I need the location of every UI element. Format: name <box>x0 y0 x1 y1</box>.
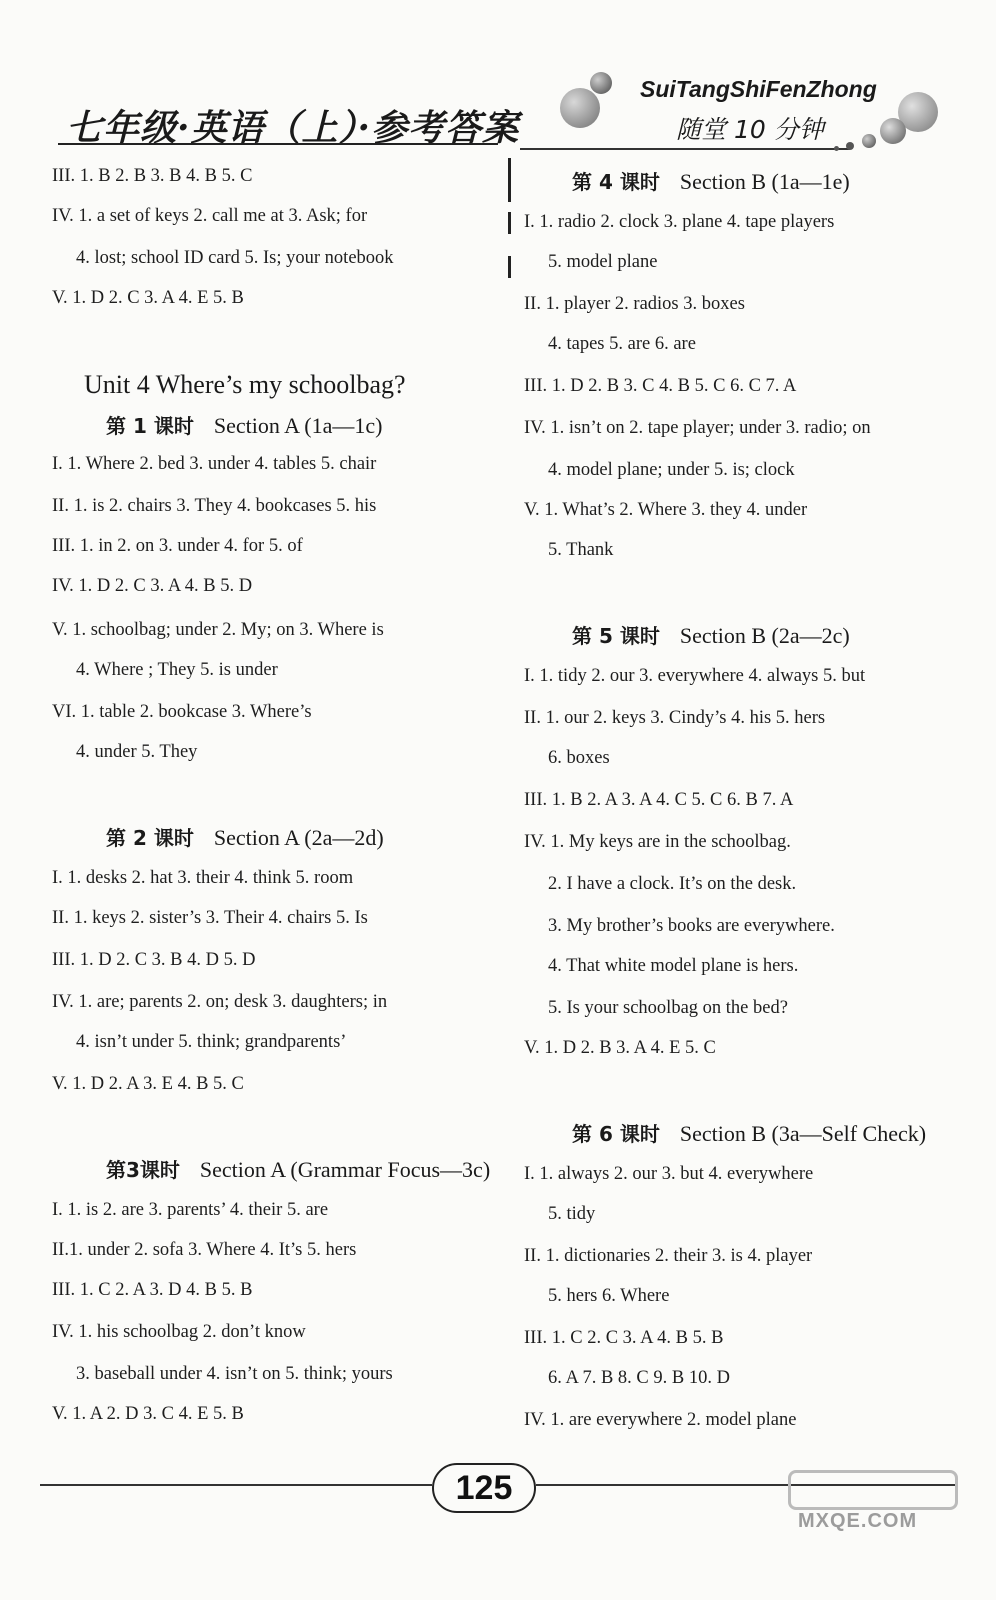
answer-line: V. 1. D 2. B 3. A 4. E 5. C <box>524 1038 716 1058</box>
answer-line: IV. 1. his schoolbag 2. don’t know <box>52 1322 306 1342</box>
lesson-number: 第3课时 <box>106 1158 180 1182</box>
answer-line: I. 1. radio 2. clock 3. plane 4. tape players <box>524 212 835 232</box>
lesson-number: 第 1 课时 <box>106 414 194 438</box>
answer-line: V. 1. schoolbag; under 2. My; on 3. Where is <box>52 620 384 640</box>
answer-line: 6. boxes <box>548 748 610 768</box>
lesson-heading <box>572 168 850 196</box>
footer-rule-left <box>40 1484 432 1486</box>
answer-line: I. 1. always 2. our 3. but 4. everywhere <box>524 1164 814 1184</box>
answer-line: V. 1. D 2. C 3. A 4. E 5. B <box>52 288 244 308</box>
answer-line: 4. under 5. They <box>76 742 198 762</box>
answer-line: I. 1. is 2. are 3. parents’ 4. their 5. are <box>52 1200 329 1220</box>
decor-bubble-icon <box>880 118 906 144</box>
answer-line: VI. 1. table 2. bookcase 3. Where’s <box>52 702 312 722</box>
answer-line: III. 1. D 2. B 3. C 4. B 5. C 6. C 7. A <box>524 376 797 396</box>
answer-line: II.1. under 2. sofa 3. Where 4. It’s 5. hers <box>52 1240 357 1260</box>
answer-line: 2. I have a clock. It’s on the desk. <box>548 874 797 894</box>
answer-line: III. 1. C 2. A 3. D 4. B 5. B <box>52 1280 253 1300</box>
answer-line: 5. Thank <box>548 540 614 560</box>
lesson-section: Section A (2a—2d) <box>213 825 384 850</box>
column-divider <box>508 256 511 278</box>
answer-line: II. 1. is 2. chairs 3. They 4. bookcases 5. his <box>52 496 377 516</box>
answer-line: 5. Is your schoolbag on the bed? <box>548 998 788 1018</box>
answer-line: III. 1. in 2. on 3. under 4. for 5. of <box>52 536 303 556</box>
answer-line: III. 1. B 2. B 3. B 4. B 5. C <box>52 166 253 186</box>
lesson-number: 第 5 课时 <box>572 624 660 648</box>
answer-line: 3. My brother’s books are everywhere. <box>548 916 835 936</box>
answer-line: I. 1. Where 2. bed 3. under 4. tables 5. chair <box>52 454 377 474</box>
answer-line: I. 1. tidy 2. our 3. everywhere 4. always 5. but <box>524 666 866 686</box>
lesson-section: Section A (Grammar Focus—3c) <box>199 1157 491 1182</box>
answer-line: III. 1. B 2. A 3. A 4. C 5. C 6. B 7. A <box>524 790 794 810</box>
lesson-heading <box>106 1156 490 1184</box>
lesson-heading <box>106 412 382 440</box>
lesson-number: 第 6 课时 <box>572 1122 660 1146</box>
answer-line: 3. baseball under 4. isn’t on 5. think; yours <box>76 1364 393 1384</box>
watermark-text: MXQE.COM <box>798 1510 918 1532</box>
brand-chinese: 随堂 10 分钟 <box>676 115 824 144</box>
answer-line: V. 1. What’s 2. Where 3. they 4. under <box>524 500 808 520</box>
answer-line: IV. 1. My keys are in the schoolbag. <box>524 832 791 852</box>
lesson-number: 第 4 课时 <box>572 170 660 194</box>
answer-line: IV. 1. D 2. C 3. A 4. B 5. D <box>52 576 253 596</box>
answer-line: IV. 1. isn’t on 2. tape player; under 3. radio; on <box>524 418 871 438</box>
header-underline-right <box>520 148 850 150</box>
column-divider <box>508 212 511 234</box>
answer-line: 4. Where ; They 5. is under <box>76 660 278 680</box>
lesson-section: Section B (1a—1e) <box>679 169 850 194</box>
lesson-section: Section A (1a—1c) <box>213 413 383 438</box>
answer-line: II. 1. player 2. radios 3. boxes <box>524 294 745 314</box>
unit-heading: Unit 4 Where’s my schoolbag? <box>84 370 406 399</box>
decor-bubble-icon <box>862 134 876 148</box>
lesson-heading <box>572 1120 926 1148</box>
lesson-heading <box>572 622 850 650</box>
answer-line: 5. hers 6. Where <box>548 1286 670 1306</box>
answer-line: IV. 1. are; parents 2. on; desk 3. daughters; in <box>52 992 388 1012</box>
answer-line: 4. tapes 5. are 6. are <box>548 334 696 354</box>
decor-bubble-icon <box>590 72 612 94</box>
answer-line: II. 1. our 2. keys 3. Cindy’s 4. his 5. hers <box>524 708 826 728</box>
decor-bubble-icon <box>560 88 600 128</box>
answer-line: 6. A 7. B 8. C 9. B 10. D <box>548 1368 730 1388</box>
answer-line: III. 1. C 2. C 3. A 4. B 5. B <box>524 1328 724 1348</box>
lesson-section: Section B (2a—2c) <box>679 623 850 648</box>
answer-line: I. 1. desks 2. hat 3. their 4. think 5. room <box>52 868 354 888</box>
answer-line: 4. lost; school ID card 5. Is; your notebook <box>76 248 394 268</box>
brand-pinyin: SuiTangShiFenZhong <box>640 76 877 102</box>
answer-line: II. 1. keys 2. sister’s 3. Their 4. chairs 5. Is <box>52 908 368 928</box>
answer-line: 4. That white model plane is hers. <box>548 956 799 976</box>
decor-bubble-icon <box>834 146 839 151</box>
watermark-logo-icon <box>788 1470 958 1510</box>
answer-line: 4. isn’t under 5. think; grandparents’ <box>76 1032 347 1052</box>
lesson-section: Section B (3a—Self Check) <box>679 1121 927 1146</box>
answer-line: 5. model plane <box>548 252 658 272</box>
answer-line: III. 1. D 2. C 3. B 4. D 5. D <box>52 950 256 970</box>
page-header-title: 七年级·英语（上）·参考答案 <box>66 107 520 149</box>
header-underline <box>58 143 498 145</box>
answer-line: 5. tidy <box>548 1204 596 1224</box>
page-number: 125 <box>432 1463 536 1513</box>
answer-line: IV. 1. are everywhere 2. model plane <box>524 1410 797 1430</box>
answer-line: V. 1. A 2. D 3. C 4. E 5. B <box>52 1404 244 1424</box>
answer-line: 4. model plane; under 5. is; clock <box>548 460 795 480</box>
answer-line: V. 1. D 2. A 3. E 4. B 5. C <box>52 1074 244 1094</box>
answer-line: II. 1. dictionaries 2. their 3. is 4. player <box>524 1246 813 1266</box>
lesson-number: 第 2 课时 <box>106 826 194 850</box>
lesson-heading <box>106 824 384 852</box>
answer-line: IV. 1. a set of keys 2. call me at 3. Ask; for <box>52 206 368 226</box>
column-divider <box>508 158 511 202</box>
decor-bubble-icon <box>846 142 854 150</box>
